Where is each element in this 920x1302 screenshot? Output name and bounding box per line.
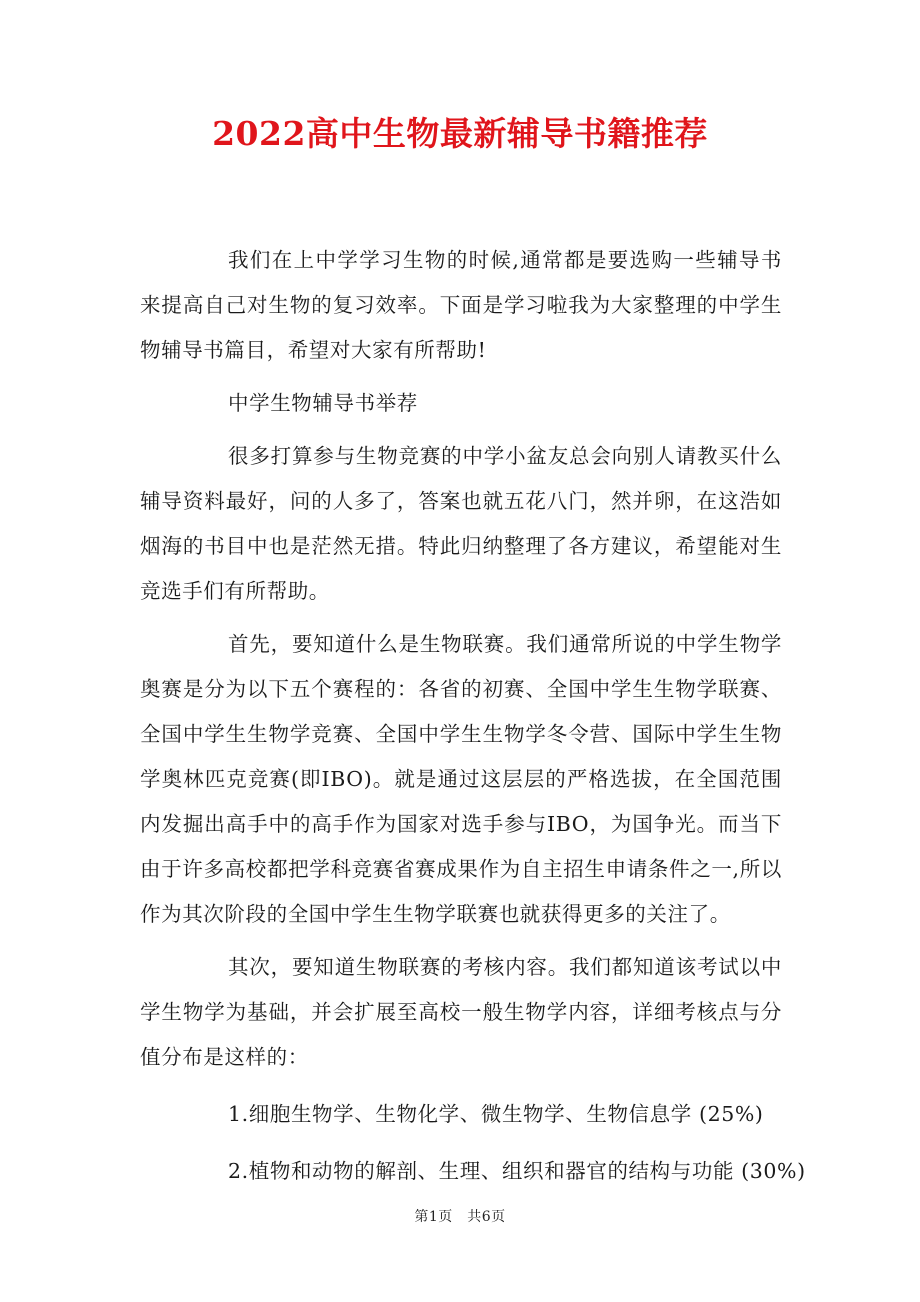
document-title: 2022高中生物最新辅导书籍推荐 [212, 114, 708, 153]
paragraph-first-point: 首先，要知道什么是生物联赛。我们通常所说的中学生物学奥赛是分为以下五个赛程的：各省的初赛、全国中学生生物学联赛、全国中学生生物学竞赛、全国中学生生物学冬令营、国际中学生生物学奥林匹克竞赛(即IBO)。就是通过这层层的严格选拔，在全国范围内发掘出高手中的高手作为国家对选手参与IBO，为国争光。而当下由于许多高校都把学科竞赛省赛成果作为自主招生申请条件之一,所以作为其次阶段的全国中学生生物学联赛也就获得更多的关注了。 [140, 632, 782, 926]
paragraph-subheading: 中学生物辅导书举荐 [228, 391, 418, 415]
list-item: 1.细胞生物学、生物化学、微生物学、生物信息学 (25%) [228, 1102, 764, 1126]
list-item: 2.植物和动物的解剖、生理、组织和器官的结构与功能 (30%) [228, 1159, 806, 1183]
page-footer: 第1页 共6页 [414, 1209, 506, 1225]
paragraph-intro: 我们在上中学学习生物的时候,通常都是要选购一些辅导书来提高自己对生物的复习效率。下面是学习啦我为大家整理的中学生物辅导书篇目，希望对大家有所帮助! [140, 248, 782, 362]
paragraph-background: 很多打算参与生物竞赛的中学小盆友总会向别人请教买什么辅导资料最好，问的人多了，答案也就五花八门，然并卵，在这浩如烟海的书目中也是茫然无措。特此归纳整理了各方建议，希望能对生竞选手们有所帮助。 [140, 444, 782, 603]
document-body [140, 238, 806, 1194]
paragraph-second-point: 其次，要知道生物联赛的考核内容。我们都知道该考试以中学生物学为基础，并会扩展至高校一般生物学内容，详细考核点与分值分布是这样的： [140, 955, 782, 1069]
